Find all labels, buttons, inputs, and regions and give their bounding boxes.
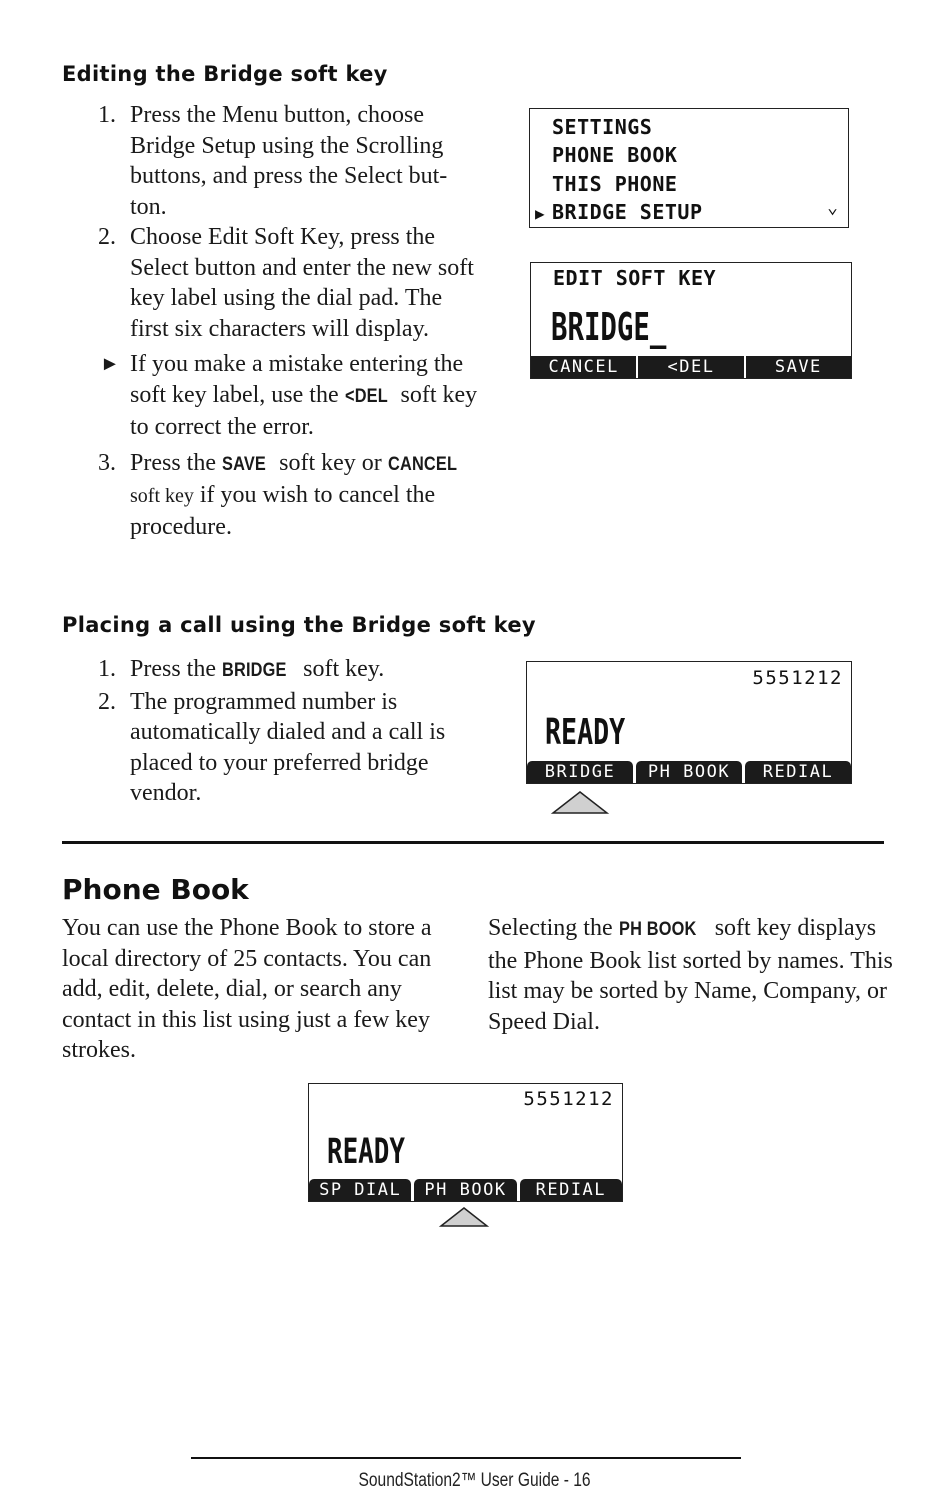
selection-arrow-icon: ▶ xyxy=(535,204,545,223)
placing-call-steps xyxy=(62,654,482,809)
page-footer xyxy=(0,1470,950,1492)
paragraph-text: Selecting the xyxy=(488,915,619,941)
list-item xyxy=(62,448,482,543)
step-text: Press the Menu button, choose Bridge Setup using the Scrolling buttons, and press the Select but-ton. xyxy=(130,102,448,220)
footer-text: SoundStation2™ User Guide - 16 xyxy=(358,1470,592,1491)
menu-item-bridge-setup: BRIDGE SETUP xyxy=(552,200,703,224)
phone-book-intro-left: You can use the Phone Book to store a local directory of 25 contacts. You can add, edit, delete, dial, or search any contact in this list using just a few key strokes. xyxy=(62,915,432,1063)
note-text: If you make a mistake entering the soft key label, use the xyxy=(130,351,464,408)
softkey-del: <DEL xyxy=(638,356,745,378)
softkey-entry-field: BRIDGE_ xyxy=(551,305,667,349)
status-ready: READY xyxy=(545,712,626,753)
lcd-ready-phbook-screen xyxy=(308,1083,623,1202)
step-number: 1. xyxy=(98,656,116,682)
note-arrow-icon: ► xyxy=(100,353,120,375)
paragraph-text: soft key displays the Phone Book list sorted by names. This list may be sorted by Name, Company, or Speed Dial. xyxy=(488,915,893,1035)
footer-rule xyxy=(191,1457,741,1459)
step-text: if you wish to cancel the procedure. xyxy=(130,482,436,540)
step-text: Press the xyxy=(130,656,222,682)
softkey-redial: REDIAL xyxy=(745,761,851,783)
edit-bridge-steps xyxy=(62,100,482,542)
menu-item-settings: SETTINGS xyxy=(552,115,653,139)
step-text: soft key or xyxy=(273,449,388,476)
softkey-bar xyxy=(527,761,851,783)
softkey-redial: REDIAL xyxy=(520,1179,622,1201)
key-save-label: SAVE xyxy=(222,453,266,475)
list-item xyxy=(62,687,482,809)
step-number: 3. xyxy=(98,449,116,476)
step-text: Press the xyxy=(130,449,222,476)
phone-number-display: 5551212 xyxy=(752,667,843,689)
step-number: 1. xyxy=(98,102,116,128)
lcd-edit-softkey-screen xyxy=(530,262,852,379)
phone-number-display: 5551212 xyxy=(523,1088,614,1110)
section-heading-placing-call: Placing a call using the Bridge soft key xyxy=(62,613,536,637)
list-item xyxy=(62,100,482,222)
step-text: Choose Edit Soft Key, press the Select button and enter the new soft key label using the dial pad. The first six characters will display. xyxy=(130,224,474,342)
softkey-ph-book: PH BOOK xyxy=(636,761,742,783)
lcd-ready-bridge-screen xyxy=(526,661,852,784)
key-cancel-label: CANCEL xyxy=(387,453,457,475)
section-heading-phone-book: Phone Book xyxy=(62,873,249,906)
status-ready: READY xyxy=(327,1132,405,1172)
softkey-bar xyxy=(531,356,851,378)
step-text: soft key. xyxy=(297,656,385,682)
softkey-save: SAVE xyxy=(746,356,851,378)
menu-item-this-phone: THIS PHONE xyxy=(552,172,678,196)
note-text: soft key to correct the error. xyxy=(130,381,478,440)
softkey-bar xyxy=(309,1179,622,1201)
menu-item-phone-book: PHONE BOOK xyxy=(552,143,678,167)
softkey-pointer-icon xyxy=(438,1205,490,1229)
scroll-down-icon: ⌄ xyxy=(827,197,838,218)
screen-title: EDIT SOFT KEY xyxy=(553,266,717,290)
step-text: soft key xyxy=(130,485,194,507)
key-del-label: <DEL xyxy=(344,385,388,407)
step-number: 2. xyxy=(98,224,116,250)
lcd-menu-screen xyxy=(529,108,849,228)
softkey-bridge: BRIDGE xyxy=(527,761,633,783)
phone-book-intro-right xyxy=(488,913,893,1037)
softkey-sp-dial: SP DIAL xyxy=(309,1179,411,1201)
softkey-cancel: CANCEL xyxy=(531,356,638,378)
note-item xyxy=(62,349,482,443)
step-number: 2. xyxy=(98,688,116,715)
section-heading-edit-bridge: Editing the Bridge soft key xyxy=(62,62,388,86)
key-bridge-label: BRIDGE xyxy=(222,660,287,681)
section-divider xyxy=(62,841,884,844)
softkey-ph-book: PH BOOK xyxy=(414,1179,516,1201)
softkey-pointer-icon xyxy=(550,789,610,817)
list-item xyxy=(62,222,482,344)
key-ph-book-label: PH BOOK xyxy=(618,919,697,940)
list-item xyxy=(62,654,482,687)
step-text: The programmed number is automatically dialed and a call is placed to your preferred bridge vendor. xyxy=(130,688,446,806)
